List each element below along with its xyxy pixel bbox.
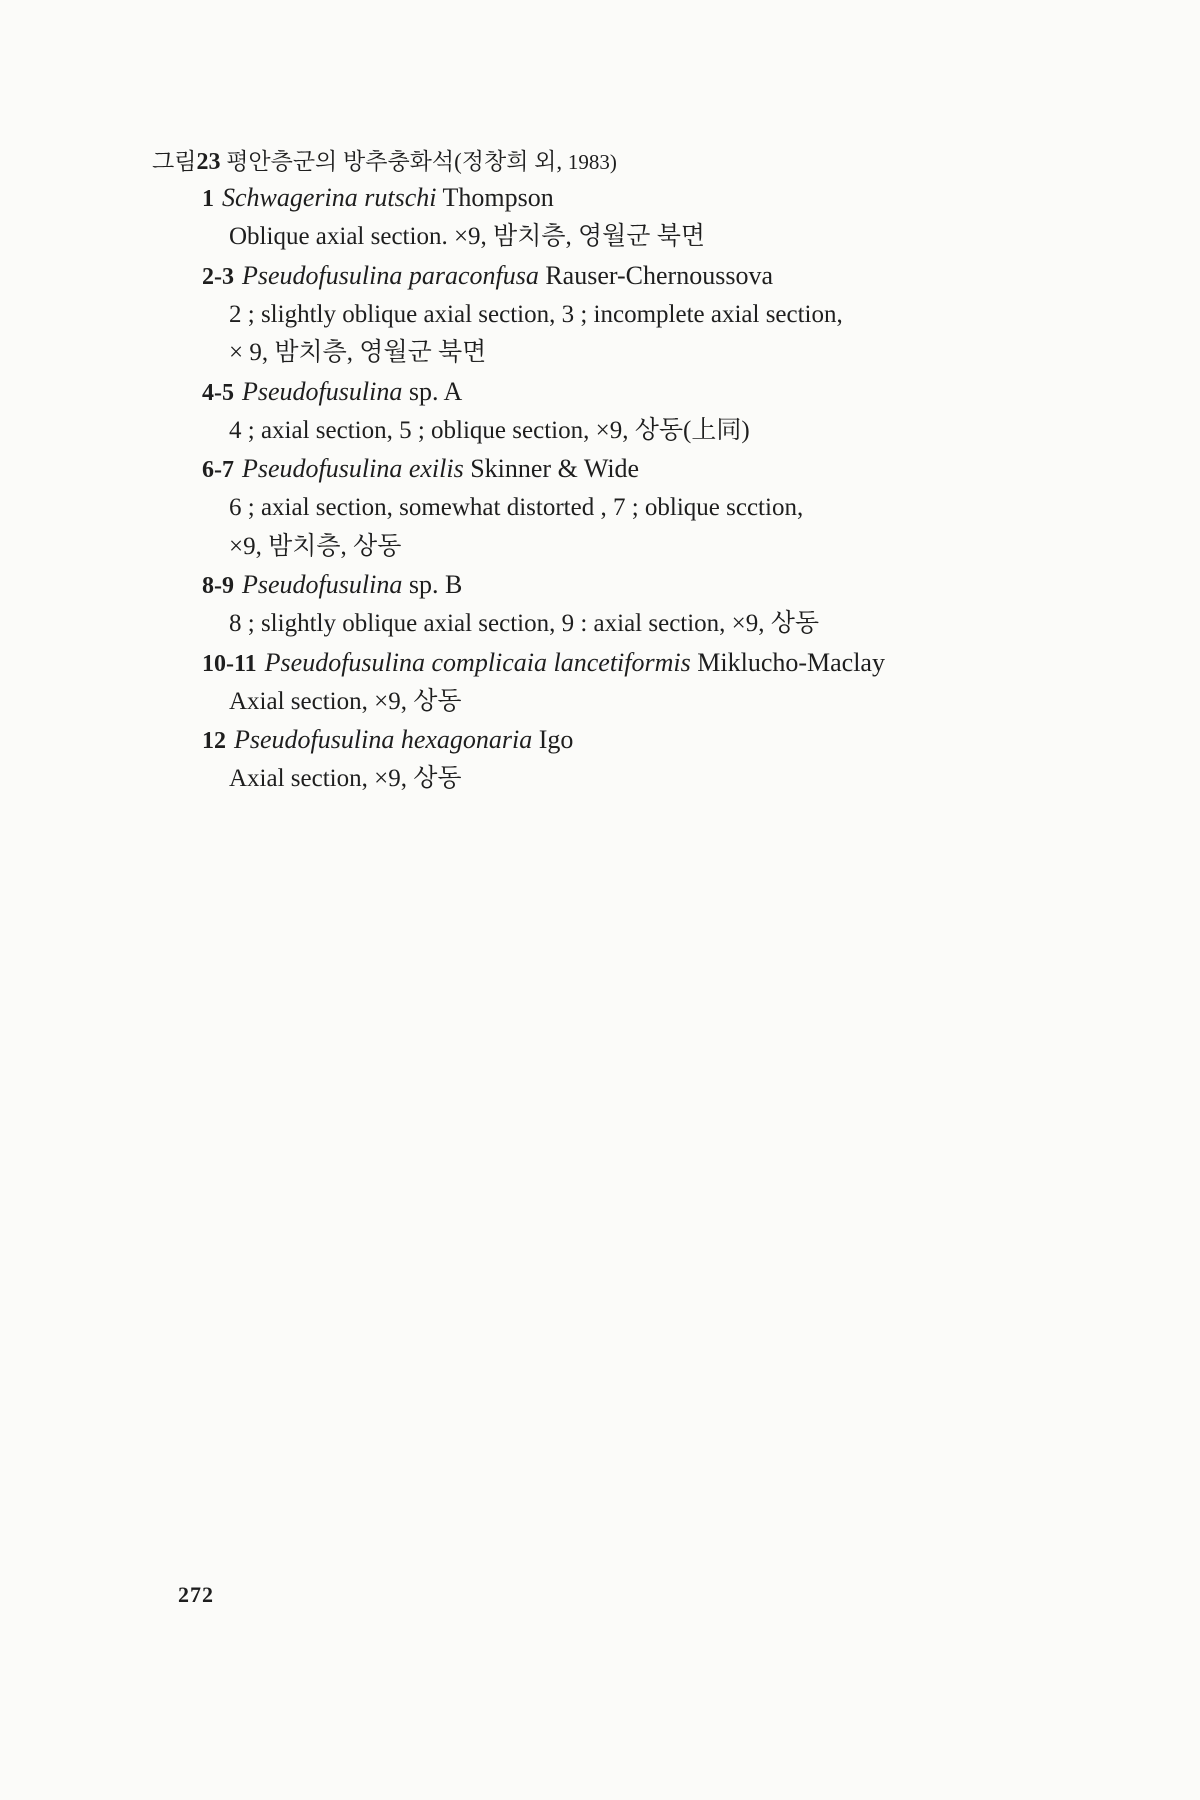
taxon-author: sp. B bbox=[408, 570, 463, 599]
taxon-author: sp. A bbox=[408, 376, 463, 406]
taxon-name: Pseudofusulina paraconfusa bbox=[242, 260, 539, 290]
taxon-name: Pseudofusulina bbox=[242, 376, 403, 406]
entry-number: 10-11 bbox=[202, 650, 257, 677]
figure-caption bbox=[152, 145, 1052, 799]
figure-number: 23 bbox=[196, 149, 221, 175]
entry-number: 12 bbox=[202, 728, 226, 754]
species-entry bbox=[152, 721, 1052, 799]
entry-number: 8-9 bbox=[202, 573, 234, 599]
figure-title bbox=[152, 145, 1052, 179]
taxon-name: Pseudofusulina exilis bbox=[242, 454, 464, 483]
taxon-author: Skinner & Wide bbox=[470, 454, 640, 483]
figure-title-text: 평안층군의 방추충화석(정창희 외, bbox=[226, 149, 563, 174]
species-entry bbox=[152, 373, 1052, 451]
taxon-author: Igo bbox=[538, 725, 574, 754]
entry-description: 4 ; axial section, 5 ; oblique section, ×9, 상동(上同) bbox=[229, 416, 750, 444]
species-entry bbox=[152, 644, 1052, 722]
entry-description: 6 ; axial section, somewhat distorted , 7 ; oblique scction, ×9, 밤치층, 상동 bbox=[229, 494, 804, 560]
taxon-author: Rauser-Chernoussova bbox=[545, 260, 773, 290]
entry-number: 6-7 bbox=[202, 457, 234, 483]
figure-year: 1983) bbox=[567, 150, 617, 174]
species-entry bbox=[152, 179, 1052, 257]
taxon-name: Pseudofusulina bbox=[242, 570, 403, 599]
entry-number: 1 bbox=[202, 186, 214, 212]
entry-description: 8 ; slightly oblique axial section, 9 : axial section, ×9, 상동 bbox=[229, 610, 820, 637]
entry-description: Oblique axial section. ×9, 밤치층, 영월군 북면 bbox=[229, 223, 705, 250]
entry-description: 2 ; slightly oblique axial section, 3 ; incomplete axial section, × 9, 밤치층, 영월군 북면 bbox=[229, 300, 843, 366]
taxon-name: Schwagerina rutschi bbox=[222, 183, 437, 212]
species-entry bbox=[152, 257, 1052, 373]
entry-number: 4-5 bbox=[202, 379, 234, 406]
entry-description: Axial section, ×9, 상동 bbox=[229, 687, 462, 715]
taxon-name: Pseudofusulina hexagonaria bbox=[234, 725, 533, 754]
figure-label: 그림 bbox=[152, 149, 197, 174]
taxon-author: Thompson bbox=[442, 183, 554, 212]
taxon-author: Miklucho-Maclay bbox=[697, 647, 885, 677]
page-number: 272 bbox=[178, 1582, 214, 1607]
taxon-name: Pseudofusulina complicaia lancetiformis bbox=[264, 647, 691, 677]
entry-description: Axial section, ×9, 상동 bbox=[229, 765, 462, 792]
species-entry bbox=[152, 566, 1052, 644]
species-entry bbox=[152, 450, 1052, 566]
entry-number: 2-3 bbox=[202, 263, 234, 290]
